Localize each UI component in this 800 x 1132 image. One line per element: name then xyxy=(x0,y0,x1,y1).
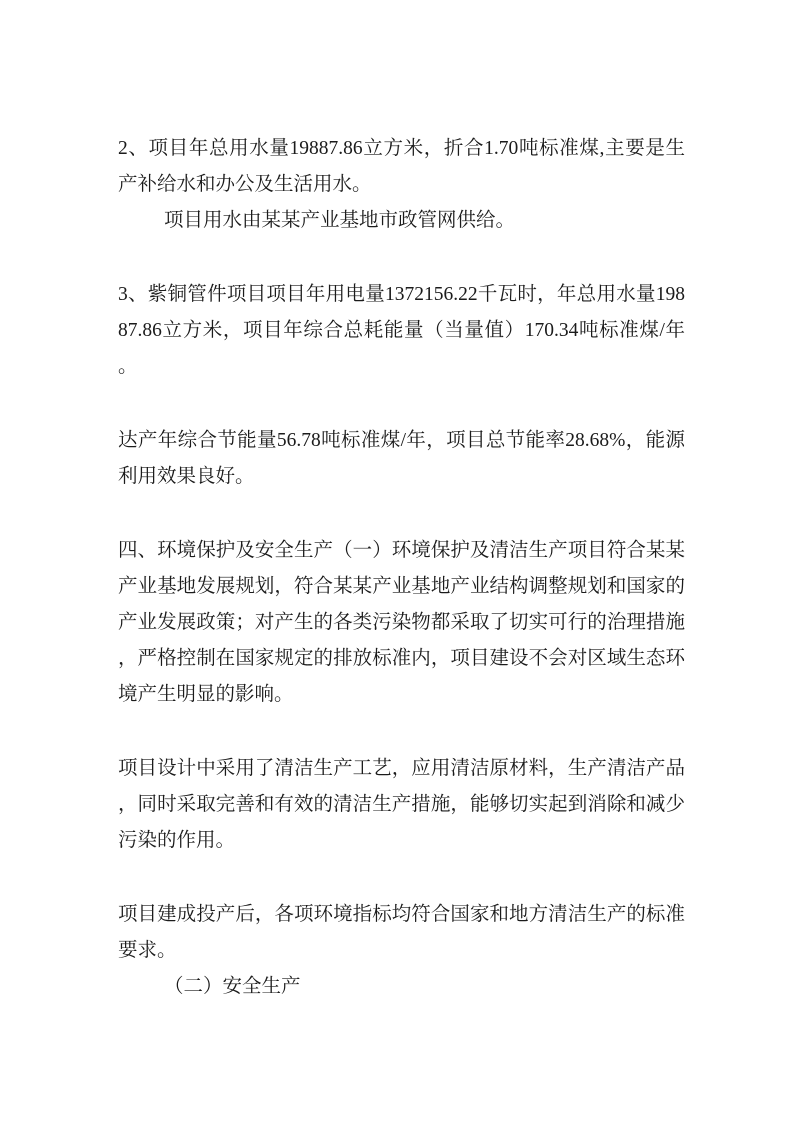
paragraph-clean-production-process: 项目设计中采用了清洁生产工艺，应用清洁原材料，生产清洁产品，同时采取完善和有效的清洁生产措施，能够切实起到消除和减少污染的作用。 xyxy=(118,758,685,851)
paragraph-safety-production-heading: （二）安全生产 xyxy=(164,976,301,997)
paragraph-electricity-energy-consumption: 3、紫铜管件项目项目年用电量1372156.22千瓦时，年总用水量19887.86立方米，项目年综合总耗能量（当量值）170.34吨标准煤/年。 xyxy=(118,284,685,377)
paragraph-water-supply: 项目用水由某某产业基地市政管网供给。 xyxy=(164,210,516,231)
paragraph-environmental-standards: 项目建成投产后，各项环境指标均符合国家和地方清洁生产的标准要求。 xyxy=(118,904,685,961)
document-text-block xyxy=(118,131,685,1005)
paragraph-energy-saving: 达产年综合节能量56.78吨标准煤/年，项目总节能率28.68%，能源利用效果良好。 xyxy=(118,430,685,487)
paragraph-water-usage: 2、项目年总用水量19887.86立方米，折合1.70吨标准煤,主要是生产补给水和办公及生活用水。 xyxy=(118,138,685,195)
paragraph-environmental-protection: 四、环境保护及安全生产（一）环境保护及清洁生产项目符合某某产业基地发展规划，符合某某产业基地产业结构调整规划和国家的产业发展政策；对产生的各类污染物都采取了切实可行的治理措施，严格控制在国家规定的排放标准内，项目建设不会对区域生态环境产生明显的影响。 xyxy=(118,540,685,705)
